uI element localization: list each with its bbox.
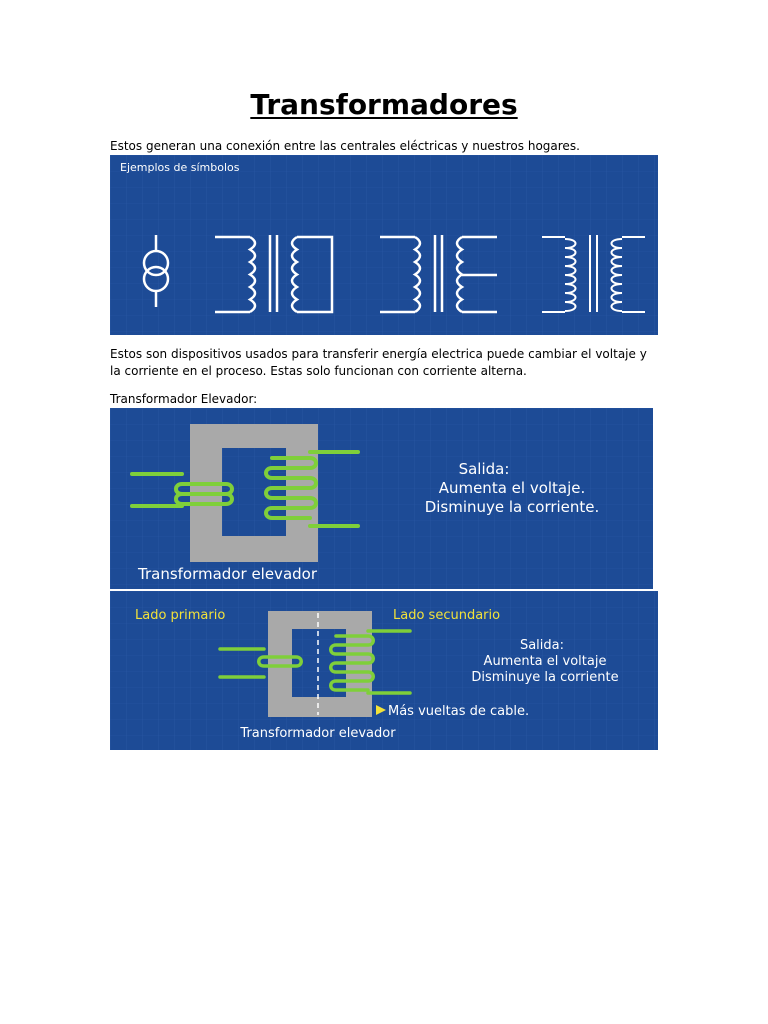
section-label: Transformador Elevador:: [110, 392, 258, 406]
intro-paragraph: Estos generan una conexión entre las centrales eléctricas y nuestros hogares.: [110, 139, 580, 153]
symbols-diagram: [110, 155, 658, 335]
sides-diagram: [110, 591, 658, 750]
sides-output-line-1: Aumenta el voltaje: [483, 654, 607, 669]
sides-figure: [110, 591, 658, 750]
description-paragraph: Estos son dispositivos usados para transferir energía electrica puede cambiar el voltaje y la corriente en el proceso. Estas solo funcionan con corriente alterna.: [110, 347, 647, 378]
primary-side-label: Lado primario: [135, 608, 226, 623]
symbols-caption: Ejemplos de símbolos: [120, 161, 240, 174]
output-line-1: Aumenta el voltaje.: [438, 479, 586, 497]
more-turns-annotation: Más vueltas de cable.: [388, 704, 530, 719]
output-heading: Salida:: [458, 460, 510, 478]
elevador-diagram: [110, 408, 653, 589]
sides-caption: Transformador elevador: [240, 726, 396, 741]
page-title: Transformadores: [250, 88, 518, 121]
elevador-figure: [110, 408, 653, 589]
sides-output-line-2: Disminuye la corriente: [471, 670, 619, 685]
symbols-figure: [110, 155, 658, 335]
elevador-caption: Transformador elevador: [138, 565, 317, 583]
secondary-side-label: Lado secundario: [393, 608, 501, 623]
output-line-2: Disminuye la corriente.: [424, 498, 600, 516]
sides-output-heading: Salida:: [519, 638, 565, 653]
